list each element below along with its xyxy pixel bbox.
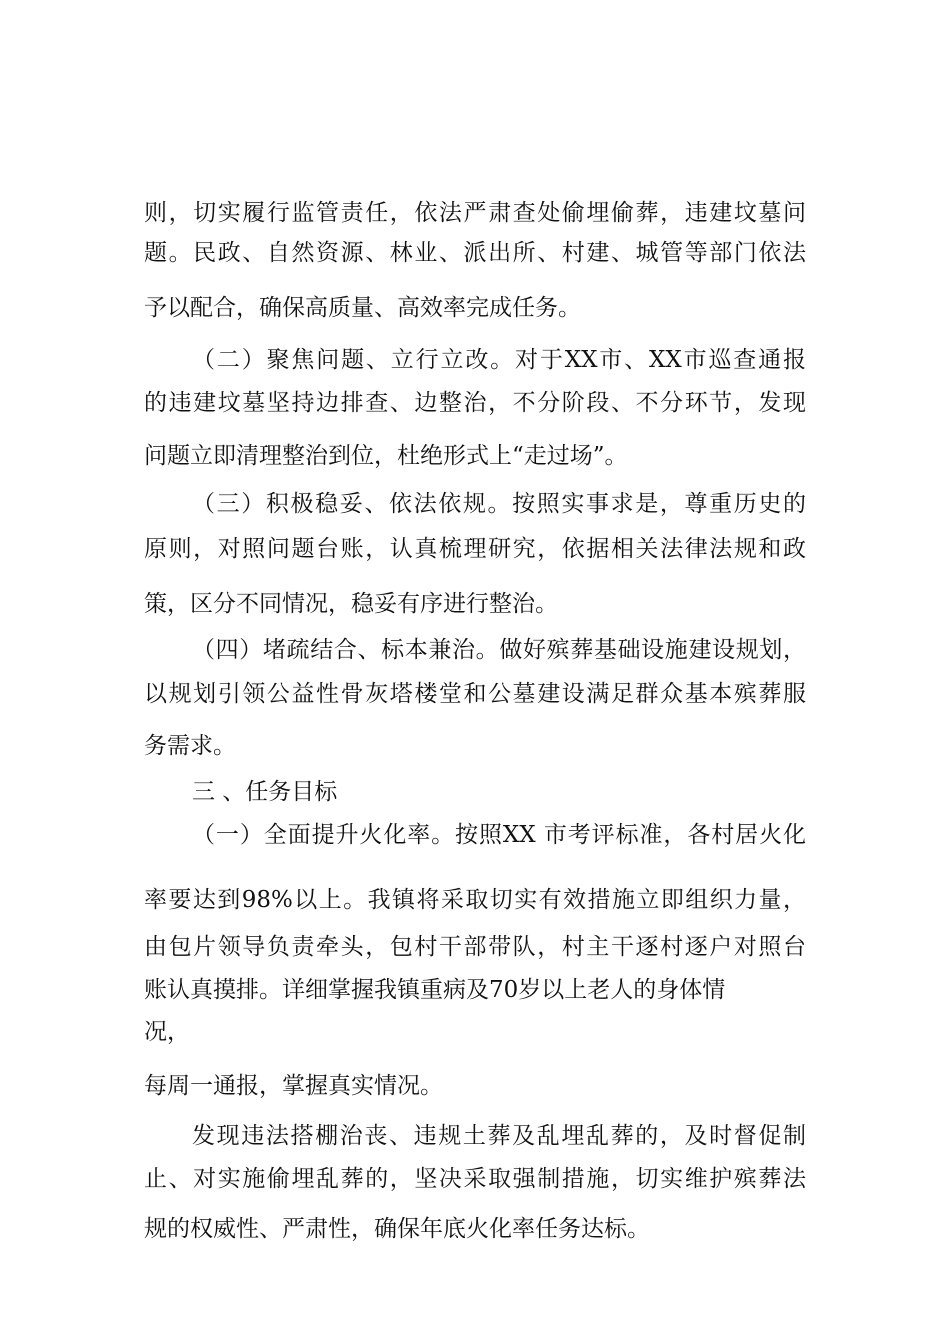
section-heading-4: （四）堵疏结合、标本兼治。做好殡葬基础设施建设规划， <box>192 637 806 663</box>
text-line: 原则，对照问题台账，认真梳理研究，依据相关法律法规和政 <box>144 536 806 562</box>
text-line: 每周一通报，掌握真实情况。 <box>144 1073 443 1099</box>
section-heading-1: （一）全面提升火化率。按照XX 市考评标准，各村居火化 <box>192 822 806 848</box>
text-line: 策，区分不同情况，稳妥有序进行整治。 <box>144 591 558 617</box>
text-line: 题。民政、自然资源、林业、派出所、村建、城管等部门依法 <box>144 240 806 266</box>
text-line: 率要达到98%以上。我镇将采取切实有效措施立即组织力量， <box>144 887 806 913</box>
text-line: 账认真摸排。详细掌握我镇重病及70岁以上老人的身体情 <box>144 977 726 1003</box>
section-title-3: 三 、任务目标 <box>192 779 338 805</box>
text-line: 问题立即清理整治到位，杜绝形式上“走过场”。 <box>144 443 628 469</box>
text-line: 以规划引领公益性骨灰塔楼堂和公墓建设满足群众基本殡葬服 <box>144 681 806 707</box>
text-line: 规的权威性、严肃性，确保年底火化率任务达标。 <box>144 1216 650 1242</box>
text-line: 予以配合，确保高质量、高效率完成任务。 <box>144 295 581 321</box>
text-line: 则，切实履行监管责任，依法严肃查处偷埋偷葬，违建坟墓问 <box>144 200 806 226</box>
text-line: 由包片领导负责牵头，包村干部带队，村主干逐村逐户对照台 <box>144 934 806 960</box>
section-heading-2: （二）聚焦问题、立行立改。对于XX市、XX市巡查通报 <box>192 347 806 373</box>
text-line: 发现违法搭棚治丧、违规土葬及乱埋乱葬的，及时督促制 <box>192 1123 806 1149</box>
text-line: 务需求。 <box>144 733 236 759</box>
text-line: 的违建坟墓坚持边排查、边整治，不分阶段、不分环节，发现 <box>144 390 806 416</box>
section-heading-3: （三）积极稳妥、依法依规。按照实事求是，尊重历史的 <box>192 491 806 517</box>
text-line: 止、对实施偷埋乱葬的，坚决采取强制措施，切实维护殡葬法 <box>144 1166 806 1192</box>
text-line: 况， <box>144 1019 190 1045</box>
